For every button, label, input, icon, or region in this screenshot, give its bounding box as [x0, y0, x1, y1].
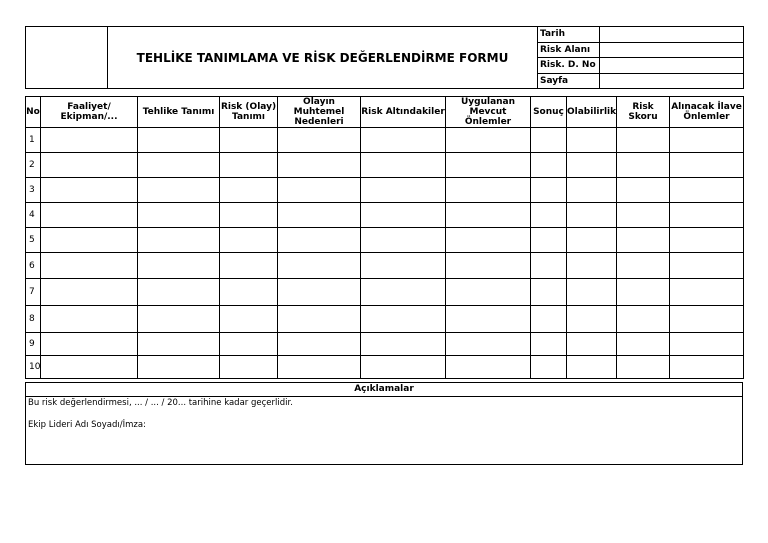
validity-text: Bu risk değerlendirmesi, ... / ... / 20... tarihine kadar geçerlidir. — [28, 398, 293, 408]
cell-sonuc[interactable] — [531, 203, 567, 228]
cell-faaliyet[interactable] — [41, 228, 138, 253]
cell-olasilik[interactable] — [567, 333, 617, 356]
col-header-causes: Olayın Muhtemel Nedenleri — [278, 97, 361, 128]
cell-neden[interactable] — [278, 253, 361, 279]
cell-mevcut[interactable] — [446, 228, 531, 253]
cell-mevcut[interactable] — [446, 178, 531, 203]
cell-tehlike[interactable] — [138, 178, 220, 203]
cell-risk[interactable] — [220, 203, 278, 228]
row-number: 9 — [26, 333, 41, 356]
cell-ilave[interactable] — [670, 333, 744, 356]
cell-mevcut[interactable] — [446, 128, 531, 153]
cell-neden[interactable] — [278, 203, 361, 228]
notes-title: Açıklamalar — [26, 383, 742, 397]
meta-value-risk-no[interactable] — [600, 58, 744, 74]
cell-sonuc[interactable] — [531, 178, 567, 203]
logo-area — [26, 27, 108, 89]
cell-faaliyet[interactable] — [41, 128, 138, 153]
team-leader-label: Ekip Lideri Adı Soyadı/İmza: — [28, 420, 146, 430]
col-header-risk-score: Risk Skoru — [617, 97, 670, 128]
row-number: 7 — [26, 279, 41, 306]
cell-neden[interactable] — [278, 333, 361, 356]
cell-tehlike[interactable] — [138, 356, 220, 379]
cell-faaliyet[interactable] — [41, 178, 138, 203]
cell-ilave[interactable] — [670, 153, 744, 178]
cell-ilave[interactable] — [670, 203, 744, 228]
cell-sonuc[interactable] — [531, 333, 567, 356]
table-row — [26, 178, 744, 203]
table-header-row — [26, 97, 744, 128]
row-number: 8 — [26, 306, 41, 333]
cell-mevcut[interactable] — [446, 306, 531, 333]
cell-faaliyet[interactable] — [41, 333, 138, 356]
meta-label-date: Tarih — [538, 27, 600, 43]
cell-sonuc[interactable] — [531, 253, 567, 279]
cell-skor[interactable] — [617, 279, 670, 306]
cell-faaliyet[interactable] — [41, 153, 138, 178]
cell-faaliyet[interactable] — [41, 203, 138, 228]
row-number: 4 — [26, 203, 41, 228]
cell-ilave[interactable] — [670, 279, 744, 306]
cell-altinda[interactable] — [361, 203, 446, 228]
cell-ilave[interactable] — [670, 128, 744, 153]
cell-altinda[interactable] — [361, 128, 446, 153]
cell-olasilik[interactable] — [567, 128, 617, 153]
meta-label-risk-area: Risk Alanı — [538, 42, 600, 58]
cell-neden[interactable] — [278, 279, 361, 306]
cell-neden[interactable] — [278, 178, 361, 203]
col-header-likelihood: Olabilirlik — [567, 97, 617, 128]
cell-ilave[interactable] — [670, 306, 744, 333]
form-title: TEHLİKE TANIMLAMA VE RİSK DEĞERLENDİRME FORMU — [108, 27, 538, 89]
cell-altinda[interactable] — [361, 228, 446, 253]
cell-olasilik[interactable] — [567, 153, 617, 178]
col-header-no: No — [26, 97, 41, 128]
col-header-at-risk: Risk Altındakiler — [361, 97, 446, 128]
meta-label-risk-no: Risk. D. No — [538, 58, 600, 74]
cell-olasilik[interactable] — [567, 253, 617, 279]
table-row — [26, 356, 744, 379]
cell-olasilik[interactable] — [567, 178, 617, 203]
cell-mevcut[interactable] — [446, 333, 531, 356]
cell-risk[interactable] — [220, 228, 278, 253]
col-header-additional-measures: Alınacak İlave Önlemler — [670, 97, 744, 128]
cell-altinda[interactable] — [361, 279, 446, 306]
cell-ilave[interactable] — [670, 253, 744, 279]
col-header-hazard: Tehlike Tanımı — [138, 97, 220, 128]
cell-mevcut[interactable] — [446, 279, 531, 306]
cell-olasilik[interactable] — [567, 306, 617, 333]
meta-value-risk-area[interactable] — [600, 42, 744, 58]
cell-tehlike[interactable] — [138, 306, 220, 333]
cell-skor[interactable] — [617, 203, 670, 228]
cell-ilave[interactable] — [670, 178, 744, 203]
cell-olasilik[interactable] — [567, 356, 617, 379]
cell-skor[interactable] — [617, 178, 670, 203]
cell-skor[interactable] — [617, 153, 670, 178]
cell-risk[interactable] — [220, 178, 278, 203]
cell-sonuc[interactable] — [531, 306, 567, 333]
cell-neden[interactable] — [278, 228, 361, 253]
cell-mevcut[interactable] — [446, 356, 531, 379]
col-header-consequence: Sonuç — [531, 97, 567, 128]
cell-olasilik[interactable] — [567, 203, 617, 228]
cell-mevcut[interactable] — [446, 253, 531, 279]
table-row — [26, 253, 744, 279]
cell-sonuc[interactable] — [531, 153, 567, 178]
cell-tehlike[interactable] — [138, 253, 220, 279]
table-row — [26, 306, 744, 333]
row-number: 5 — [26, 228, 41, 253]
cell-risk[interactable] — [220, 333, 278, 356]
cell-tehlike[interactable] — [138, 228, 220, 253]
cell-sonuc[interactable] — [531, 128, 567, 153]
cell-risk[interactable] — [220, 279, 278, 306]
table-row — [26, 333, 744, 356]
cell-neden[interactable] — [278, 153, 361, 178]
cell-altinda[interactable] — [361, 153, 446, 178]
cell-faaliyet[interactable] — [41, 356, 138, 379]
form-header — [25, 26, 744, 89]
cell-skor[interactable] — [617, 333, 670, 356]
cell-skor[interactable] — [617, 306, 670, 333]
cell-sonuc[interactable] — [531, 356, 567, 379]
cell-altinda[interactable] — [361, 333, 446, 356]
cell-olasilik[interactable] — [567, 279, 617, 306]
meta-label-page: Sayfa — [538, 73, 600, 89]
cell-neden[interactable] — [278, 128, 361, 153]
meta-value-date[interactable] — [600, 27, 744, 43]
meta-value-page[interactable] — [600, 73, 744, 89]
row-number: 6 — [26, 253, 41, 279]
row-number: 10 — [26, 356, 41, 379]
cell-risk[interactable] — [220, 153, 278, 178]
cell-tehlike[interactable] — [138, 333, 220, 356]
cell-risk[interactable] — [220, 306, 278, 333]
cell-risk[interactable] — [220, 128, 278, 153]
cell-tehlike[interactable] — [138, 279, 220, 306]
cell-sonuc[interactable] — [531, 228, 567, 253]
cell-altinda[interactable] — [361, 253, 446, 279]
cell-olasilik[interactable] — [567, 228, 617, 253]
row-number: 3 — [26, 178, 41, 203]
cell-neden[interactable] — [278, 306, 361, 333]
cell-mevcut[interactable] — [446, 153, 531, 178]
table-row — [26, 128, 744, 153]
cell-skor[interactable] — [617, 253, 670, 279]
table-row — [26, 153, 744, 178]
cell-faaliyet[interactable] — [41, 253, 138, 279]
table-row — [26, 279, 744, 306]
cell-mevcut[interactable] — [446, 203, 531, 228]
col-header-existing-measures: Uygulanan Mevcut Önlemler — [446, 97, 531, 128]
cell-skor[interactable] — [617, 356, 670, 379]
cell-risk[interactable] — [220, 253, 278, 279]
cell-tehlike[interactable] — [138, 203, 220, 228]
cell-ilave[interactable] — [670, 228, 744, 253]
cell-sonuc[interactable] — [531, 279, 567, 306]
cell-altinda[interactable] — [361, 306, 446, 333]
cell-tehlike[interactable] — [138, 153, 220, 178]
row-number: 1 — [26, 128, 41, 153]
table-row — [26, 228, 744, 253]
row-number: 2 — [26, 153, 41, 178]
cell-skor[interactable] — [617, 128, 670, 153]
col-header-risk: Risk (Olay) Tanımı — [220, 97, 278, 128]
table-row — [26, 203, 744, 228]
cell-altinda[interactable] — [361, 178, 446, 203]
col-header-activity: Faaliyet/ Ekipman/... — [41, 97, 138, 128]
cell-risk[interactable] — [220, 356, 278, 379]
cell-ilave[interactable] — [670, 356, 744, 379]
cell-faaliyet[interactable] — [41, 306, 138, 333]
cell-altinda[interactable] — [361, 356, 446, 379]
cell-faaliyet[interactable] — [41, 279, 138, 306]
cell-tehlike[interactable] — [138, 128, 220, 153]
cell-neden[interactable] — [278, 356, 361, 379]
cell-skor[interactable] — [617, 228, 670, 253]
risk-assessment-table — [25, 96, 744, 379]
notes-section — [25, 382, 743, 465]
